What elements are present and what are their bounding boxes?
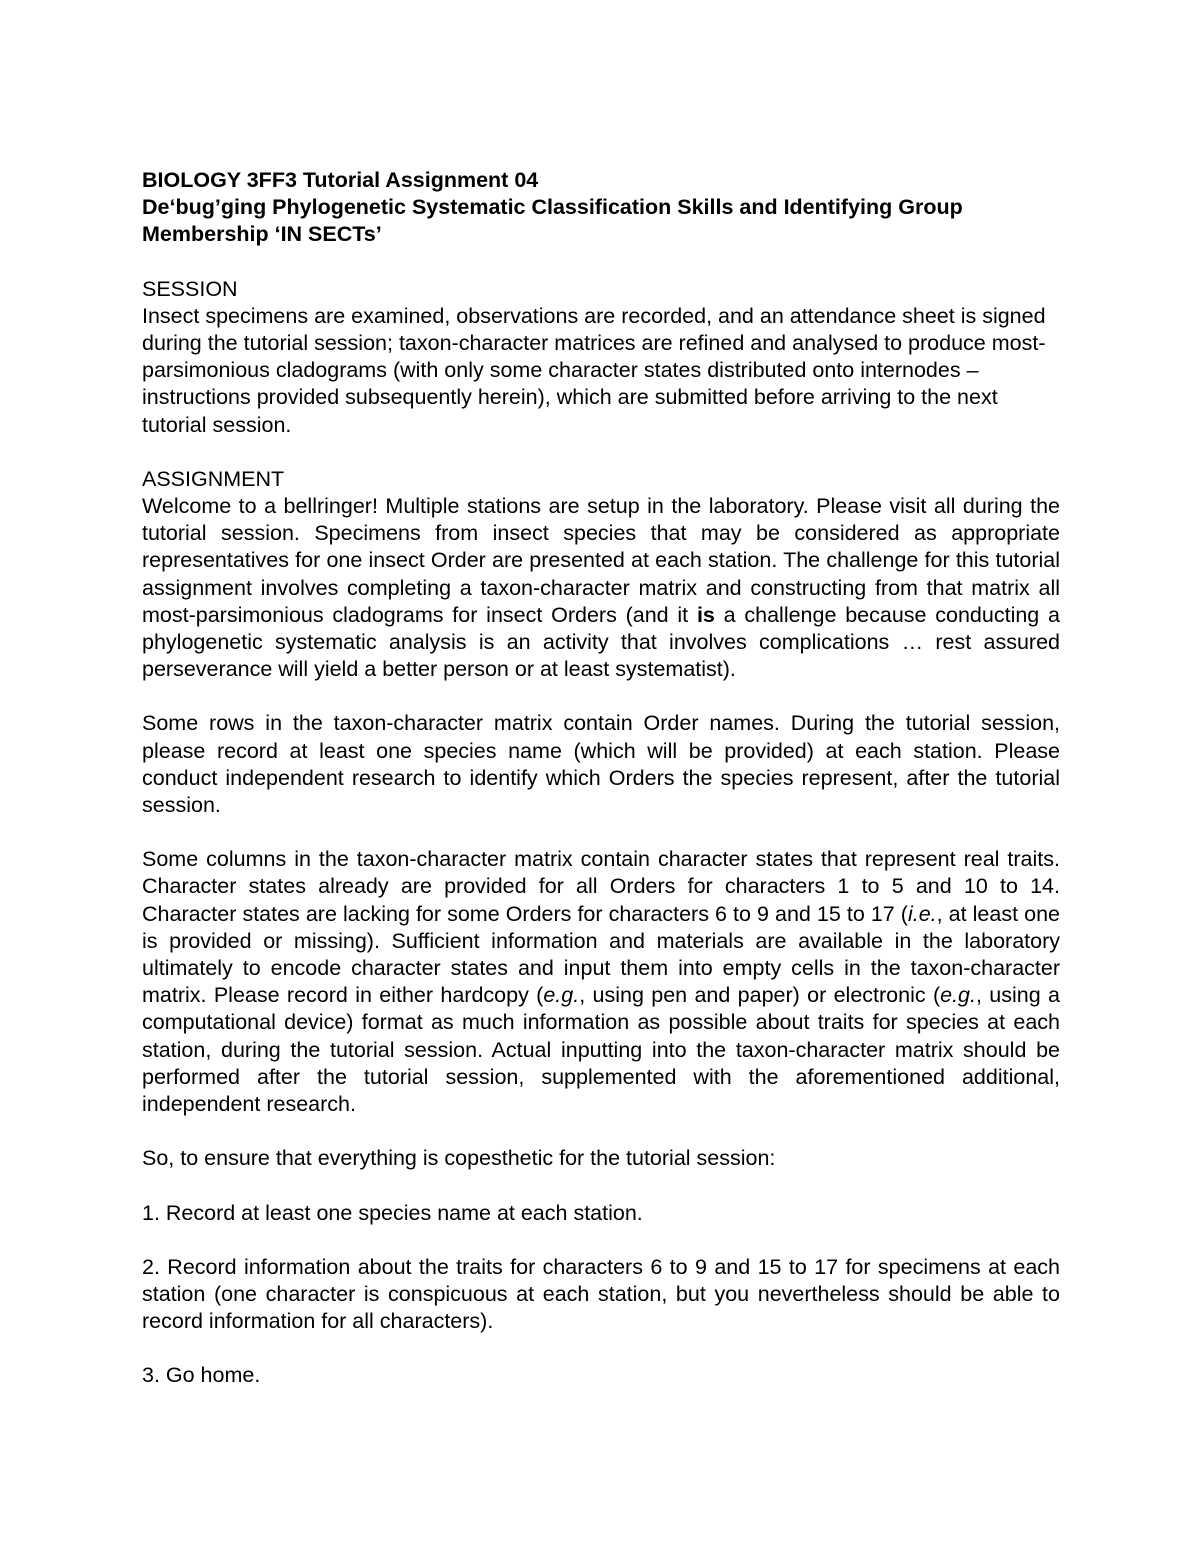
assignment-p3-text-a: Some columns in the taxon-character matrix contain character states that represent real traits. Character states already are provided for all Orders for characters 1 to 5 and 10 to 14. Character states are lacking for some Orders for characters 6 to 9 and 15 to 17 ( xyxy=(142,847,1060,926)
session-paragraph: Insect specimens are examined, observations are recorded, and an attendance sheet is signed during the tutorial session; taxon-character matrices are refined and analysed to produce most-parsimonious cladograms (with only some character states distributed onto internodes – instructions provided subsequently herein), which are submitted before arriving to the next tutorial session. xyxy=(142,303,1046,437)
title-subtitle-line: De‘bug’ging Phylogenetic Systematic Classification Skills and Identifying Group xyxy=(142,195,963,220)
assignment-p1-text-a: Welcome to a bellringer! Multiple stations are setup in the laboratory. Please visit all during the tutorial session. Specimens from insect species that may be considered as appropriate representatives for one insect Order are presented at each station. The challenge for this tutorial assignment involves completing a taxon-character matrix and constructing from that matrix all most-parsimonious cladograms for insect Orders (and it xyxy=(142,494,1060,627)
document-page xyxy=(142,167,1060,1390)
assignment-paragraph-3 xyxy=(142,846,1060,1118)
assignment-p1-emphasis: is xyxy=(696,602,715,627)
list-item-2: 2. Record information about the traits for characters 6 to 9 and 15 to 17 for specimens at each station (one character is conspicuous at each station, but you nevertheless should be able to record information for all characters). xyxy=(142,1254,1060,1334)
assignment-paragraph-1 xyxy=(142,493,1060,683)
title-subtitle-line-2: Membership ‘IN SECTs’ xyxy=(142,222,382,247)
assignment-paragraph-2: Some rows in the taxon-character matrix contain Order names. During the tutorial session, please record at least one species name (which will be provided) at each station. Please conduct independent research to identify which Orders the species represent, after the tutorial session. xyxy=(142,711,1060,818)
assignment-p3-ie: i.e. xyxy=(907,901,937,926)
list-item-1: 1. Record at least one species name at each station. xyxy=(142,1200,643,1225)
document-title xyxy=(142,167,1060,249)
list-item-3: 3. Go home. xyxy=(142,1363,261,1388)
assignment-paragraph-4: So, to ensure that everything is copesthetic for the tutorial session: xyxy=(142,1146,776,1171)
assignment-p3-text-d: , using a computational device) format as much information as possible about traits for species at each station, during the tutorial session. Actual inputting into the taxon-character matrix should be performed after the tutorial session, supplemented with the aforementioned additional, independent research. xyxy=(142,983,1061,1117)
assignment-p3-eg-2: e.g. xyxy=(940,983,976,1008)
assignment-p3-text-c: , using pen and paper) or electronic ( xyxy=(579,983,941,1008)
assignment-heading: ASSIGNMENT xyxy=(142,466,285,491)
session-heading: SESSION xyxy=(142,276,238,301)
title-course-line: BIOLOGY 3FF3 Tutorial Assignment 04 xyxy=(142,168,539,192)
assignment-p1-text-b: a challenge because conducting a phylogenetic systematic analysis is an activity that involves complications … rest assured perseverance will yield a better person or at least systematist). xyxy=(142,602,1061,682)
assignment-p3-text-b: , at least one is provided or missing). Sufficient information and materials are available in the laboratory ultimately to encode character states and input them into empty cells in the taxon-character matrix. Please record in either hardcopy ( xyxy=(142,901,1060,1008)
assignment-p3-eg-1: e.g. xyxy=(543,983,580,1008)
